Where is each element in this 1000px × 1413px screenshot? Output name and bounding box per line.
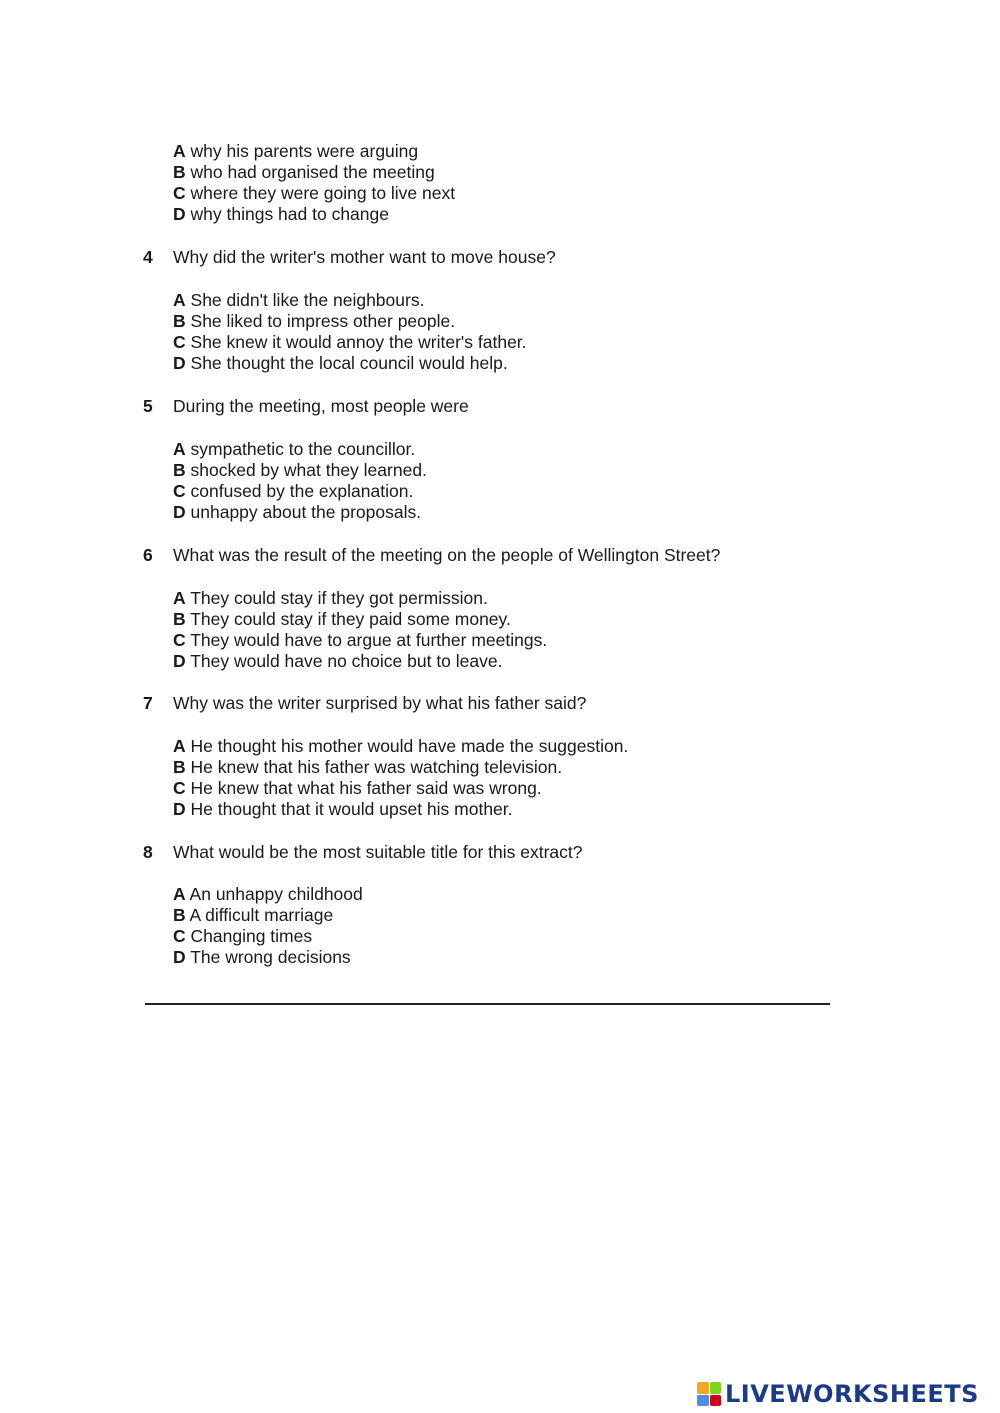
liveworksheets-logo-icon — [697, 1382, 721, 1406]
q6-option-c[interactable]: C They would have to argue at further meetings. — [173, 630, 548, 650]
q3-option-a[interactable]: A why his parents were arguing — [173, 141, 419, 161]
q3-option-b[interactable]: B who had organised the meeting — [173, 162, 435, 182]
q8-option-a[interactable]: A An unhappy childhood — [173, 884, 363, 904]
q6-option-d[interactable]: D They would have no choice but to leave. — [173, 651, 503, 671]
q7-option-b[interactable]: B He knew that his father was watching television. — [173, 757, 563, 777]
q4-option-c[interactable]: C She knew it would annoy the writer's father. — [173, 332, 527, 352]
q8-option-d[interactable]: D The wrong decisions — [173, 947, 351, 967]
q3-option-c[interactable]: C where they were going to live next — [173, 183, 456, 203]
q5-number: 5 — [143, 396, 153, 416]
q5-option-d[interactable]: D unhappy about the proposals. — [173, 502, 422, 522]
q7-option-c[interactable]: C He knew that what his father said was wrong. — [173, 778, 542, 798]
logo-text: LIVEWORKSHEETS — [725, 1380, 979, 1408]
q6-option-b[interactable]: B They could stay if they paid some money. — [173, 609, 511, 629]
liveworksheets-logo — [697, 1378, 979, 1410]
q4-option-d[interactable]: D She thought the local council would help. — [173, 353, 508, 373]
section-divider — [145, 1003, 830, 1005]
q8-option-b[interactable]: B A difficult marriage — [173, 905, 334, 925]
q5-text: During the meeting, most people were — [173, 396, 469, 416]
q7-text: Why was the writer surprised by what his father said? — [173, 693, 587, 713]
logo-square-green — [710, 1382, 722, 1394]
q7-option-d[interactable]: D He thought that it would upset his mother. — [173, 799, 513, 819]
q8-option-c[interactable]: C Changing times — [173, 926, 313, 946]
logo-square-red — [710, 1395, 722, 1407]
q4-option-b[interactable]: B She liked to impress other people. — [173, 311, 456, 331]
q4-number: 4 — [143, 247, 153, 267]
logo-square-orange — [697, 1382, 709, 1394]
q7-option-a[interactable]: A He thought his mother would have made the suggestion. — [173, 736, 629, 756]
q7-number: 7 — [143, 693, 153, 713]
q8-text: What would be the most suitable title for this extract? — [173, 842, 583, 862]
q5-option-b[interactable]: B shocked by what they learned. — [173, 460, 427, 480]
q6-number: 6 — [143, 545, 153, 565]
q4-option-a[interactable]: A She didn't like the neighbours. — [173, 290, 425, 310]
q5-option-a[interactable]: A sympathetic to the councillor. — [173, 439, 416, 459]
q6-text: What was the result of the meeting on the people of Wellington Street? — [173, 545, 721, 565]
q4-text: Why did the writer's mother want to move house? — [173, 247, 556, 267]
q5-option-c[interactable]: C confused by the explanation. — [173, 481, 414, 501]
q3-option-d[interactable]: D why things had to change — [173, 204, 389, 224]
logo-square-blue — [697, 1395, 709, 1407]
q8-number: 8 — [143, 842, 153, 862]
q6-option-a[interactable]: A They could stay if they got permission. — [173, 588, 488, 608]
